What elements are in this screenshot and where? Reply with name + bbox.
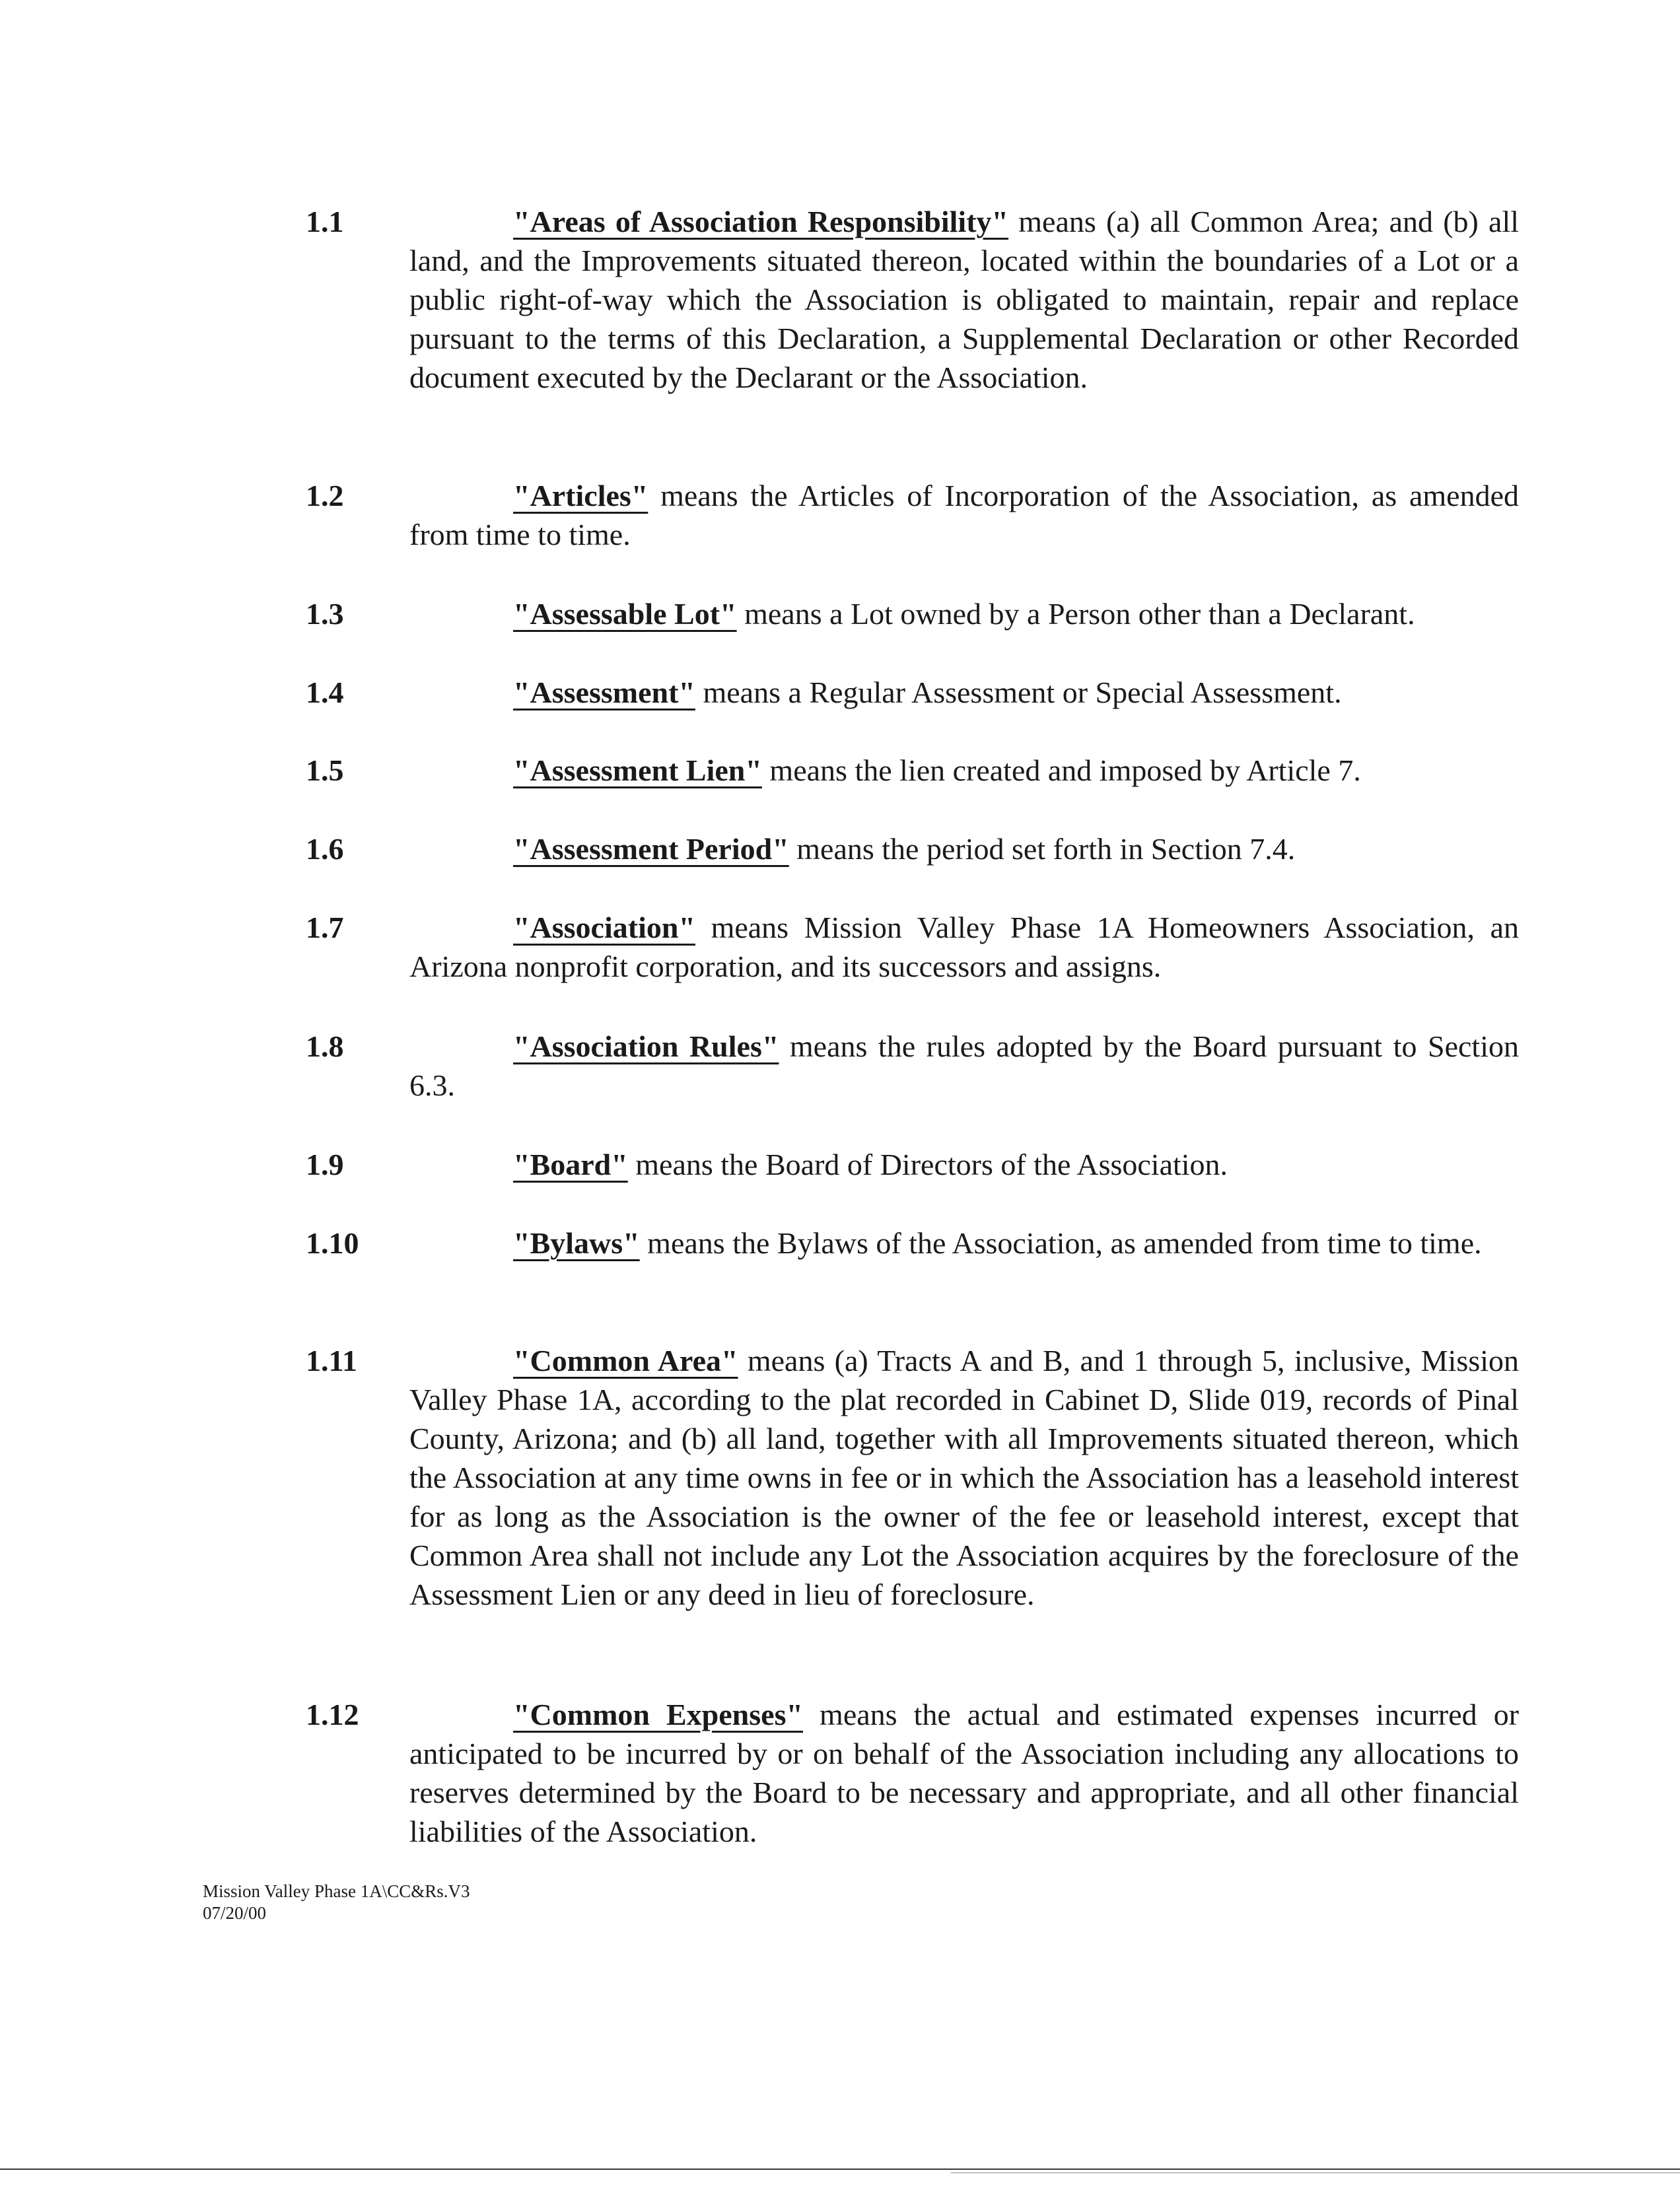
section-number: 1.9 [306, 1148, 344, 1181]
definition-body: means the actual and estimated expenses incurred or anticipated to be incurred by or on behalf of the Association including any allocations to reserves determined by the Board to be necessary and appropriate, and all other financial liabilities of the Association. [409, 1698, 1520, 1848]
defined-term: "Assessment Period" [513, 832, 789, 866]
definition-body: means the rules adopted by the Board pursuant to Section 6.3. [409, 1029, 1519, 1102]
definition-body: means the Board of Directors of the Association. [627, 1148, 1228, 1181]
definition-text [409, 202, 1519, 397]
defined-term: "Board" [513, 1148, 628, 1181]
section-number: 1.6 [306, 832, 344, 866]
definition-body: means a Regular Assessment or Special Assessment. [695, 676, 1342, 709]
section-number: 1.5 [306, 753, 344, 787]
defined-term: "Common Expenses" [513, 1698, 804, 1731]
definition-text [409, 1341, 1519, 1614]
section-number: 1.8 [306, 1029, 344, 1063]
section-number: 1.11 [306, 1344, 357, 1377]
defined-term: "Assessment Lien" [513, 753, 762, 787]
definition-text [409, 751, 1519, 790]
bottom-divider [0, 2169, 1680, 2170]
defined-term: "Assessable Lot" [513, 597, 737, 631]
definition-body: means the Articles of Incorporation of the Association, as amended from time to time. [409, 479, 1519, 551]
section-number: 1.1 [306, 205, 344, 238]
defined-term: "Association" [513, 911, 695, 944]
section-number: 1.10 [306, 1226, 359, 1260]
section-number: 1.7 [306, 911, 344, 944]
definition-text [409, 673, 1519, 712]
definition-text [409, 829, 1519, 868]
defined-term: "Association Rules" [513, 1029, 779, 1063]
definition-body: means (a) all Common Area; and (b) all land, and the Improvements situated thereon, located within the boundaries of a Lot or a public right-of-way which the Association is obligated to maintain, repair and replace pursuant to the terms of this Declaration, a Supplemental Declaration or other Recorded document executed by the Declarant or the Association. [409, 205, 1520, 394]
definition-text [409, 1695, 1519, 1851]
section-number: 1.12 [306, 1698, 359, 1731]
definition-text [409, 1027, 1519, 1105]
definition-text [409, 1224, 1519, 1263]
defined-term: "Articles" [513, 479, 648, 512]
definition-text [409, 908, 1519, 986]
definition-text [409, 594, 1519, 633]
bottom-divider-secondary [951, 2172, 1680, 2173]
definition-body: means a Lot owned by a Person other than a Declarant. [736, 597, 1415, 631]
footer-filename: Mission Valley Phase 1A\CC&Rs.V3 [203, 1881, 470, 1901]
defined-term: "Areas of Association Responsibility" [513, 205, 1009, 238]
definition-body: means the lien created and imposed by Article 7. [761, 753, 1361, 787]
definition-body: means the Bylaws of the Association, as amended from time to time. [639, 1226, 1482, 1260]
definition-text [409, 476, 1519, 554]
footer-date: 07/20/00 [203, 1903, 267, 1923]
definition-body: means Mission Valley Phase 1A Homeowners Association, an Arizona nonprofit corporation, and its successors and assigns. [409, 911, 1519, 983]
definition-text [409, 1145, 1519, 1184]
defined-term: "Bylaws" [513, 1226, 640, 1260]
defined-term: "Assessment" [513, 676, 695, 709]
section-number: 1.4 [306, 676, 344, 709]
definition-body: means (a) Tracts A and B, and 1 through 5, inclusive, Mission Valley Phase 1A, according to the plat recorded in Cabinet D, Slide 019, records of Pinal County, Arizona; and (b) all land, together with all Improvements situated thereon, which the Association at any time owns in fee or in which the Association has a leasehold interest for as long as the Association is the owner of the fee or leasehold interest, except that Common Area shall not include any Lot the Association acquires by the foreclosure of the Assessment Lien or any deed in lieu of foreclosure. [409, 1344, 1520, 1611]
defined-term: "Common Area" [513, 1344, 738, 1377]
definition-body: means the period set forth in Section 7.4. [788, 832, 1296, 866]
section-number: 1.3 [306, 597, 344, 631]
section-number: 1.2 [306, 479, 344, 512]
document-footer [203, 1881, 470, 1924]
